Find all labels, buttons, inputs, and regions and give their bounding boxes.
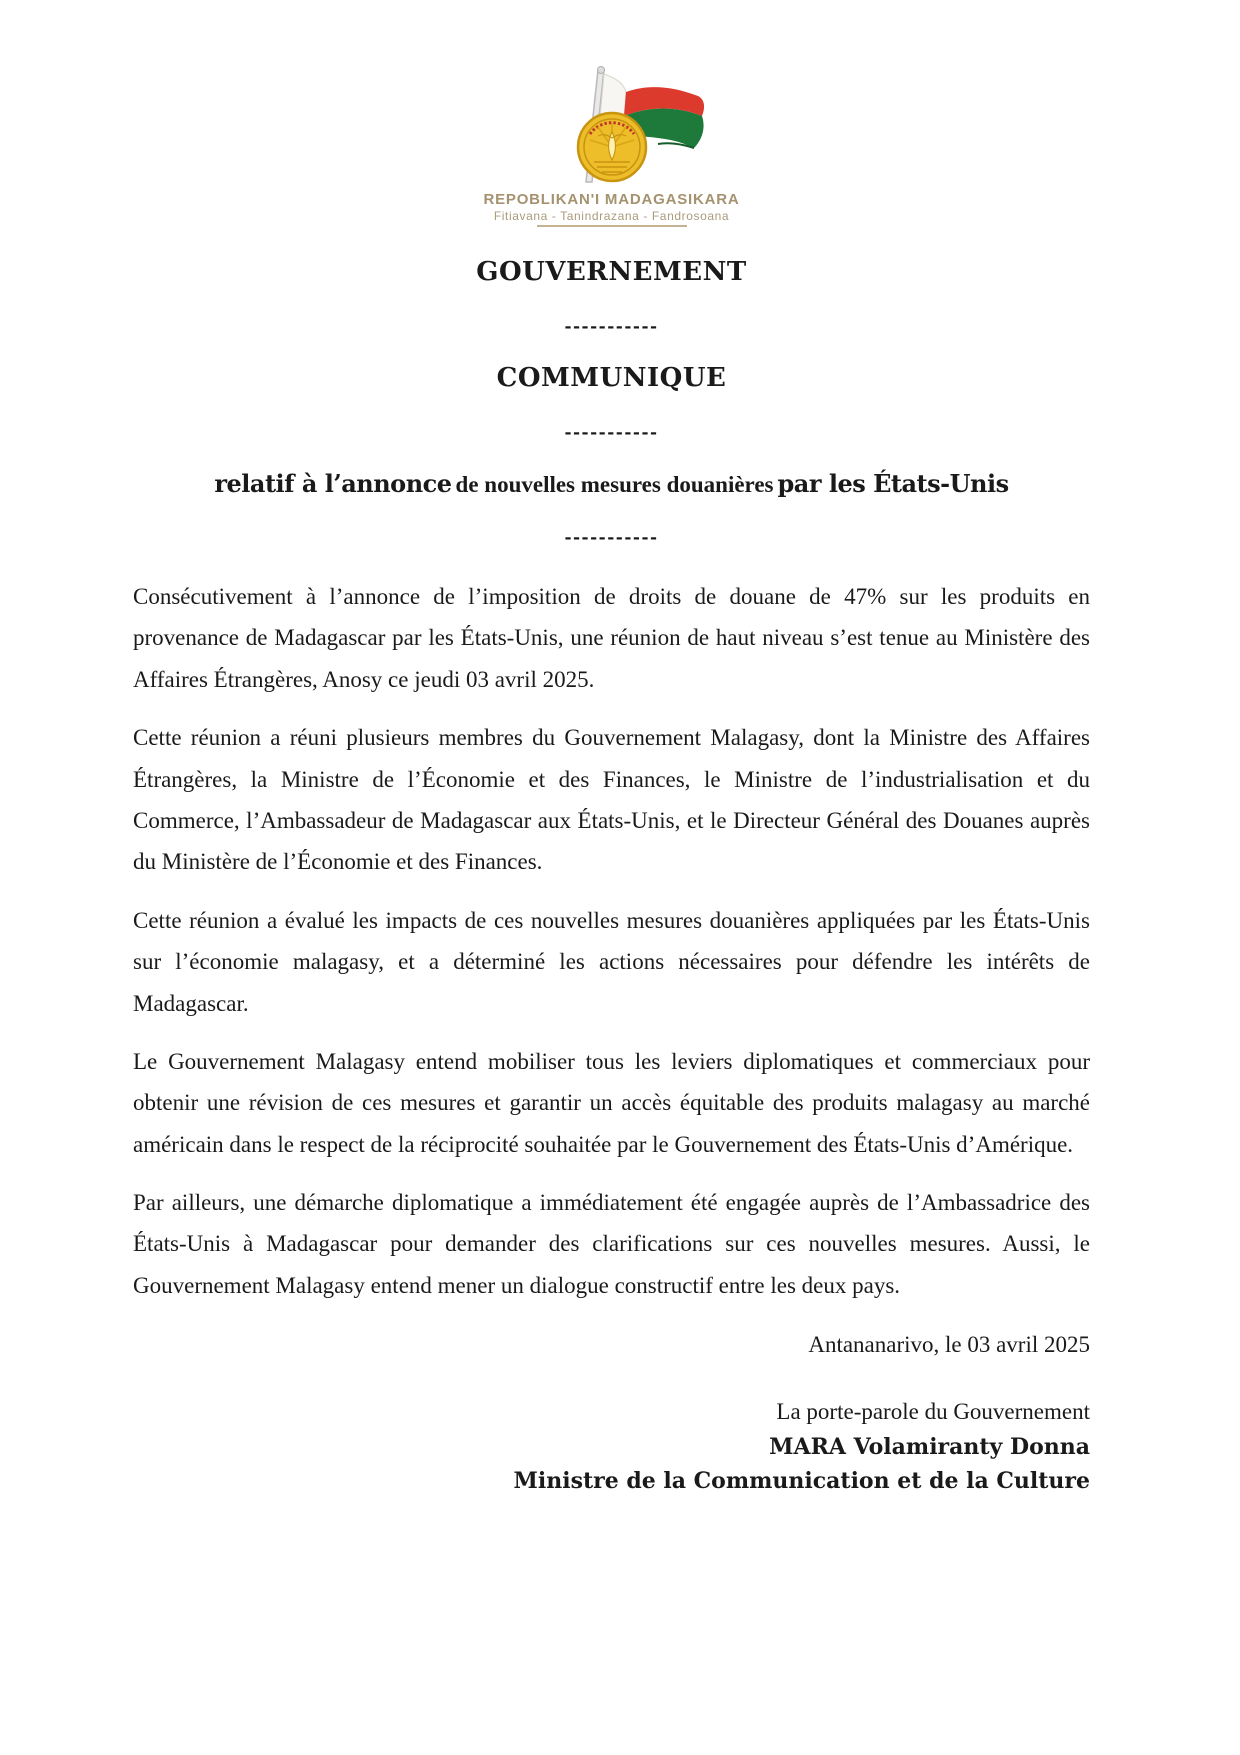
paragraph-2: Cette réunion a réuni plusieurs membres du Gouvernement Malagasy, dont la Ministre des Affaires Étrangères, la Ministre de l’Économie et des Finances, le Ministre de l’industrialisation et du Commerce, l’Ambassadeur de Madagascar aux États-Unis, et le Directeur Général des Douanes auprès du Ministère de l’Économie et des Finances. bbox=[133, 725, 1090, 875]
separator-3: ----------- bbox=[564, 528, 659, 548]
document-content bbox=[133, 0, 1090, 1498]
document-title-part3: par les États-Unis bbox=[777, 469, 1009, 498]
document-title-part1: relatif à l’annonce bbox=[214, 469, 452, 498]
separator-2: ----------- bbox=[564, 423, 659, 443]
paragraph-4: Le Gouvernement Malagasy entend mobiliser tous les leviers diplomatiques et commerciaux pour obtenir une révision de ces mesures et garantir un accès équitable des produits malagasy au marché américain dans le respect de la réciprocité souhaitée par le Gouvernement des États-Unis d’Amérique. bbox=[133, 1048, 1090, 1157]
dateline: Antananarivo, le 03 avril 2025 bbox=[808, 1332, 1090, 1358]
paragraph-1: Consécutivement à l’annonce de l’imposition de droits de douane de 47% sur les produits en provenance de Madagascar par les États-Unis, une réunion de haut niveau s’est tenue au Ministère des Affaires Étrangères, Anosy ce jeudi 03 avril 2025. bbox=[133, 584, 1090, 692]
doc-type-heading: COMMUNIQUE bbox=[496, 363, 727, 393]
signature-title: Ministre de la Communication et de la Culture bbox=[513, 1467, 1090, 1494]
national-emblem bbox=[133, 64, 1090, 227]
signature-role: La porte-parole du Gouvernement bbox=[776, 1399, 1090, 1425]
motto-underline bbox=[537, 225, 687, 227]
signature-block bbox=[133, 1394, 1090, 1498]
separator-1: ----------- bbox=[564, 317, 659, 337]
madagascar-flag-seal-icon bbox=[512, 64, 712, 189]
paragraph-5: Par ailleurs, une démarche diplomatique a immédiatement été engagée auprès de l’Ambassadrice des États-Unis à Madagascar pour demander des clarifications sur ces nouvelles mesures. Aussi, le Gouvernement Malagasy entend mener un dialogue constructif entre les deux pays. bbox=[133, 1190, 1090, 1298]
paragraph-3: Cette réunion a évalué les impacts de ces nouvelles mesures douanières appliquées par les États-Unis sur l’économie malagasy, et a déterminé les actions nécessaires pour défendre les intérêts de Madagascar. bbox=[133, 907, 1090, 1016]
document-title-part2: de nouvelles mesures douanières bbox=[455, 472, 774, 497]
republic-name: REPOBLIKAN'I MADAGASIKARA bbox=[483, 191, 740, 208]
document-title bbox=[133, 469, 1090, 498]
national-motto: Fitiavana - Tanindrazana - Fandrosoana bbox=[493, 209, 730, 223]
institution-heading: GOUVERNEMENT bbox=[476, 257, 747, 287]
body-text bbox=[133, 576, 1090, 1306]
signature-name: MARA Volamiranty Donna bbox=[769, 1433, 1090, 1460]
